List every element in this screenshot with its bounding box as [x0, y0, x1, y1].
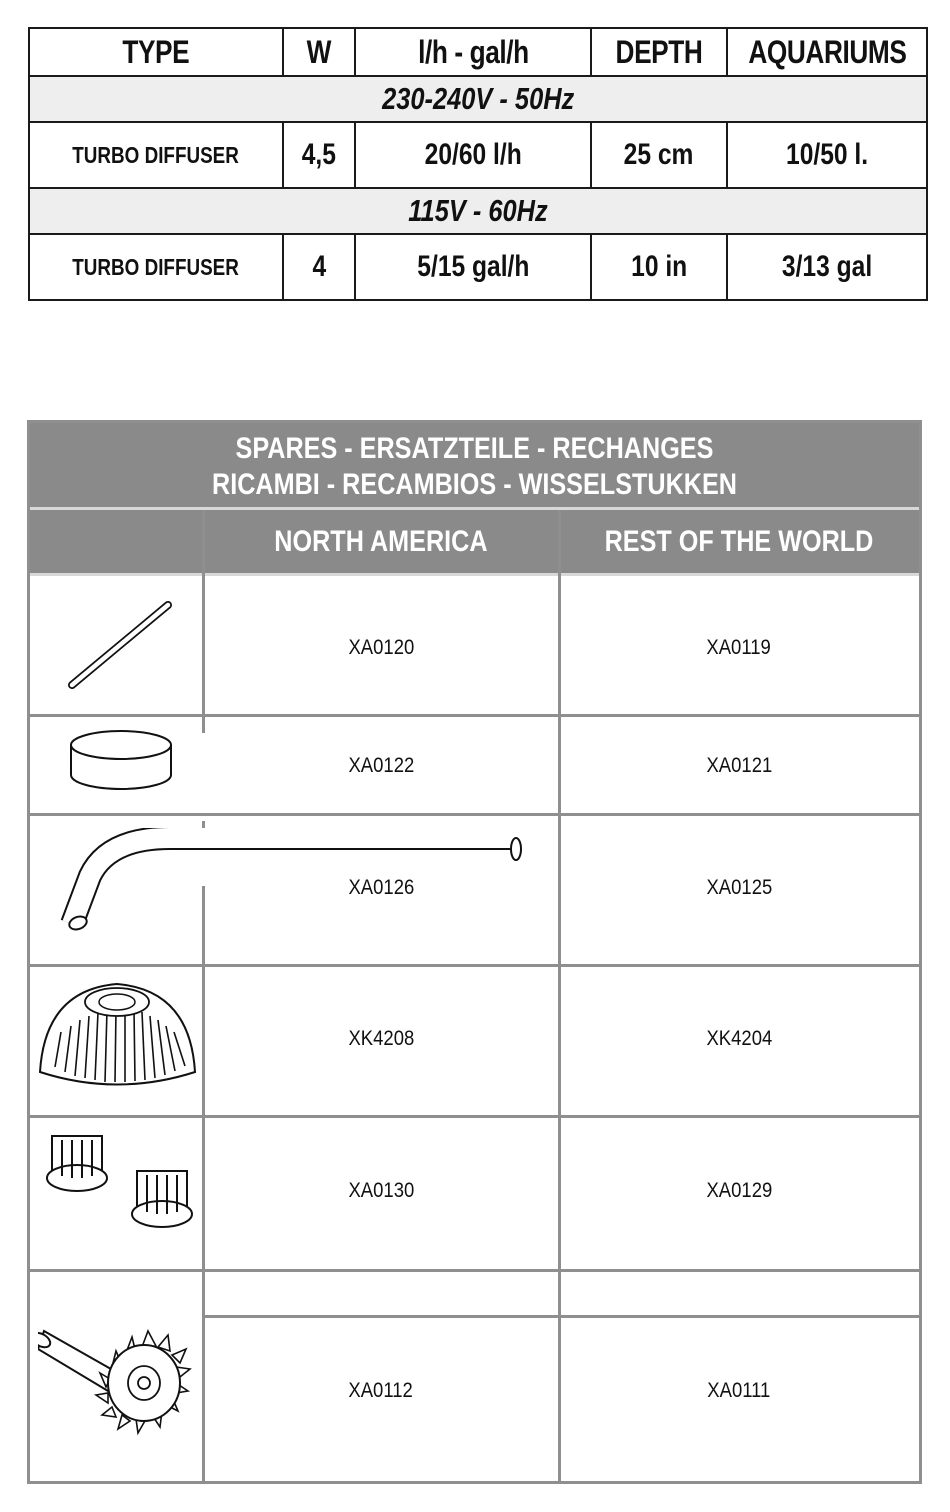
voltage-band-1 — [29, 76, 927, 122]
spec-row — [29, 234, 927, 300]
part-code-north-america: XA0112 — [348, 1379, 414, 1402]
spec-table — [28, 27, 928, 301]
spares-title-line-2: RICAMBI - RECAMBIOS - WISSELSTUKKEN — [212, 468, 737, 501]
spec-aquariums-cell: 10/50 l. — [727, 122, 927, 188]
spec-flow-cell: 5/15 gal/h — [355, 234, 591, 300]
spec-type-cell: TURBO DIFFUSER — [29, 234, 283, 300]
spares-title — [30, 423, 919, 510]
row-divider — [203, 1315, 919, 1318]
header-aquariums: AQUARIUMS — [727, 28, 927, 76]
spec-row — [29, 122, 927, 188]
header-watts: W — [283, 28, 355, 76]
part-code-rest-of-world: XA0125 — [706, 876, 772, 899]
spec-aquariums-cell: 3/13 gal — [727, 234, 927, 300]
spec-watts-cell: 4 — [283, 234, 355, 300]
spec-type-cell: TURBO DIFFUSER — [29, 122, 283, 188]
part-code-rest-of-world: XA0121 — [706, 754, 772, 777]
voltage-band-2 — [29, 188, 927, 234]
suction-cups-icon — [42, 1126, 202, 1251]
diffuser-cap-icon — [35, 972, 200, 1107]
part-code-rest-of-world: XK4204 — [706, 1027, 772, 1050]
header-flow: l/h - gal/h — [355, 28, 591, 76]
part-code-north-america: XK4208 — [348, 1027, 414, 1050]
spec-header-row — [29, 28, 927, 76]
part-code-north-america: XA0122 — [348, 754, 414, 777]
impeller-icon — [38, 1311, 198, 1461]
header-depth: DEPTH — [591, 28, 727, 76]
part-code-rest-of-world: XA0111 — [707, 1379, 771, 1402]
rod-icon — [60, 593, 180, 693]
row-divider — [30, 813, 919, 816]
row-divider — [30, 714, 919, 717]
disc-icon — [66, 725, 176, 805]
part-code-north-america: XA0130 — [348, 1179, 414, 1202]
part-code-north-america: XA0126 — [348, 876, 414, 899]
col-rest-of-world: REST OF THE WORLD — [604, 525, 874, 558]
voltage-label-2: 115V - 60Hz — [29, 188, 927, 234]
col-north-america: NORTH AMERICA — [274, 525, 488, 558]
spares-table — [27, 420, 922, 1484]
row-divider — [30, 1269, 919, 1272]
spec-depth-cell: 10 in — [591, 234, 727, 300]
divider — [202, 510, 205, 733]
voltage-label-1: 230-240V - 50Hz — [29, 76, 927, 122]
part-code-north-america: XA0120 — [348, 636, 414, 659]
row-divider — [30, 1115, 919, 1118]
spares-column-header — [30, 510, 919, 576]
header-type: TYPE — [29, 28, 283, 76]
part-code-rest-of-world: XA0119 — [706, 636, 772, 659]
row-divider — [30, 964, 919, 967]
part-code-rest-of-world: XA0129 — [706, 1179, 772, 1202]
spec-depth-cell: 25 cm — [591, 122, 727, 188]
spec-watts-cell: 4,5 — [283, 122, 355, 188]
spares-title-line-1: SPARES - ERSATZTEILE - RECHANGES — [235, 432, 714, 465]
spec-flow-cell: 20/60 l/h — [355, 122, 591, 188]
